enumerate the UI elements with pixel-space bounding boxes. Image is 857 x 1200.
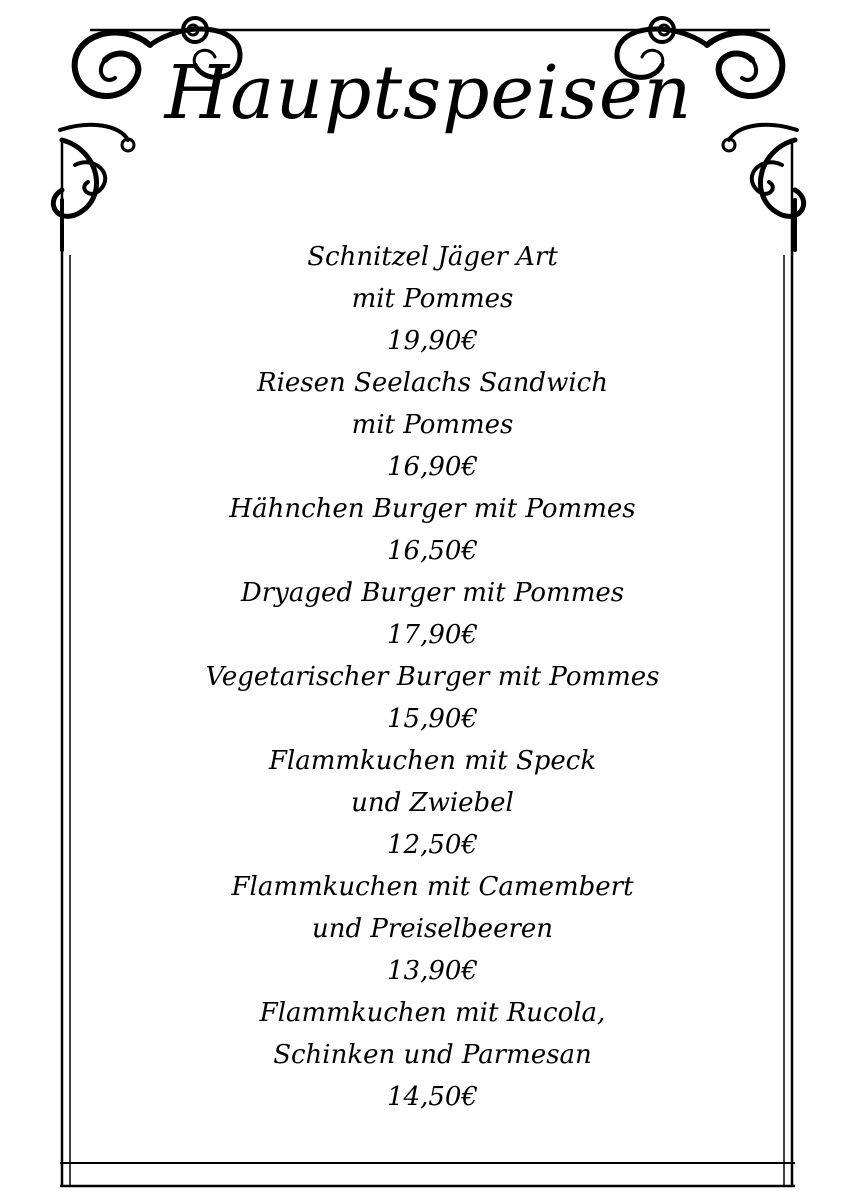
page-title: Hauptspeisen <box>164 50 693 136</box>
menu-item <box>60 740 805 866</box>
menu-item <box>60 488 805 572</box>
menu-item <box>60 572 805 656</box>
menu-item-name: Dryaged Burger mit Pommes <box>240 578 625 608</box>
menu-item <box>60 866 805 992</box>
menu-item-name: mit Pommes <box>351 284 514 314</box>
menu-item <box>60 362 805 488</box>
menu-item-price: 15,90€ <box>387 704 478 734</box>
menu-item <box>60 236 805 362</box>
menu-item-price: 19,90€ <box>387 326 478 356</box>
menu-item-price: 16,50€ <box>387 536 478 566</box>
menu-item-name: Flammkuchen mit Speck <box>268 746 597 776</box>
menu-item-price: 13,90€ <box>387 956 478 986</box>
menu-item-name: und Zwiebel <box>351 788 514 818</box>
menu-item-name: Schinken und Parmesan <box>273 1040 592 1070</box>
menu-item-name: Hähnchen Burger mit Pommes <box>229 494 636 524</box>
menu-item-name: Riesen Seelachs Sandwich <box>257 368 608 398</box>
menu-list <box>60 236 805 1118</box>
menu-item-name: Vegetarischer Burger mit Pommes <box>205 662 660 692</box>
menu-item <box>60 992 805 1118</box>
menu-item-price: 12,50€ <box>387 830 478 860</box>
menu-item-name: und Preiselbeeren <box>311 914 554 944</box>
menu-item-price: 16,90€ <box>387 452 478 482</box>
menu-item-name: mit Pommes <box>351 410 514 440</box>
menu-item-name: Schnitzel Jäger Art <box>307 242 558 272</box>
menu-item <box>60 656 805 740</box>
menu-item-name: Flammkuchen mit Camembert <box>231 872 634 902</box>
menu-item-price: 14,50€ <box>387 1082 478 1112</box>
menu-item-name: Flammkuchen mit Rucola, <box>259 998 606 1028</box>
menu-item-price: 17,90€ <box>387 620 478 650</box>
